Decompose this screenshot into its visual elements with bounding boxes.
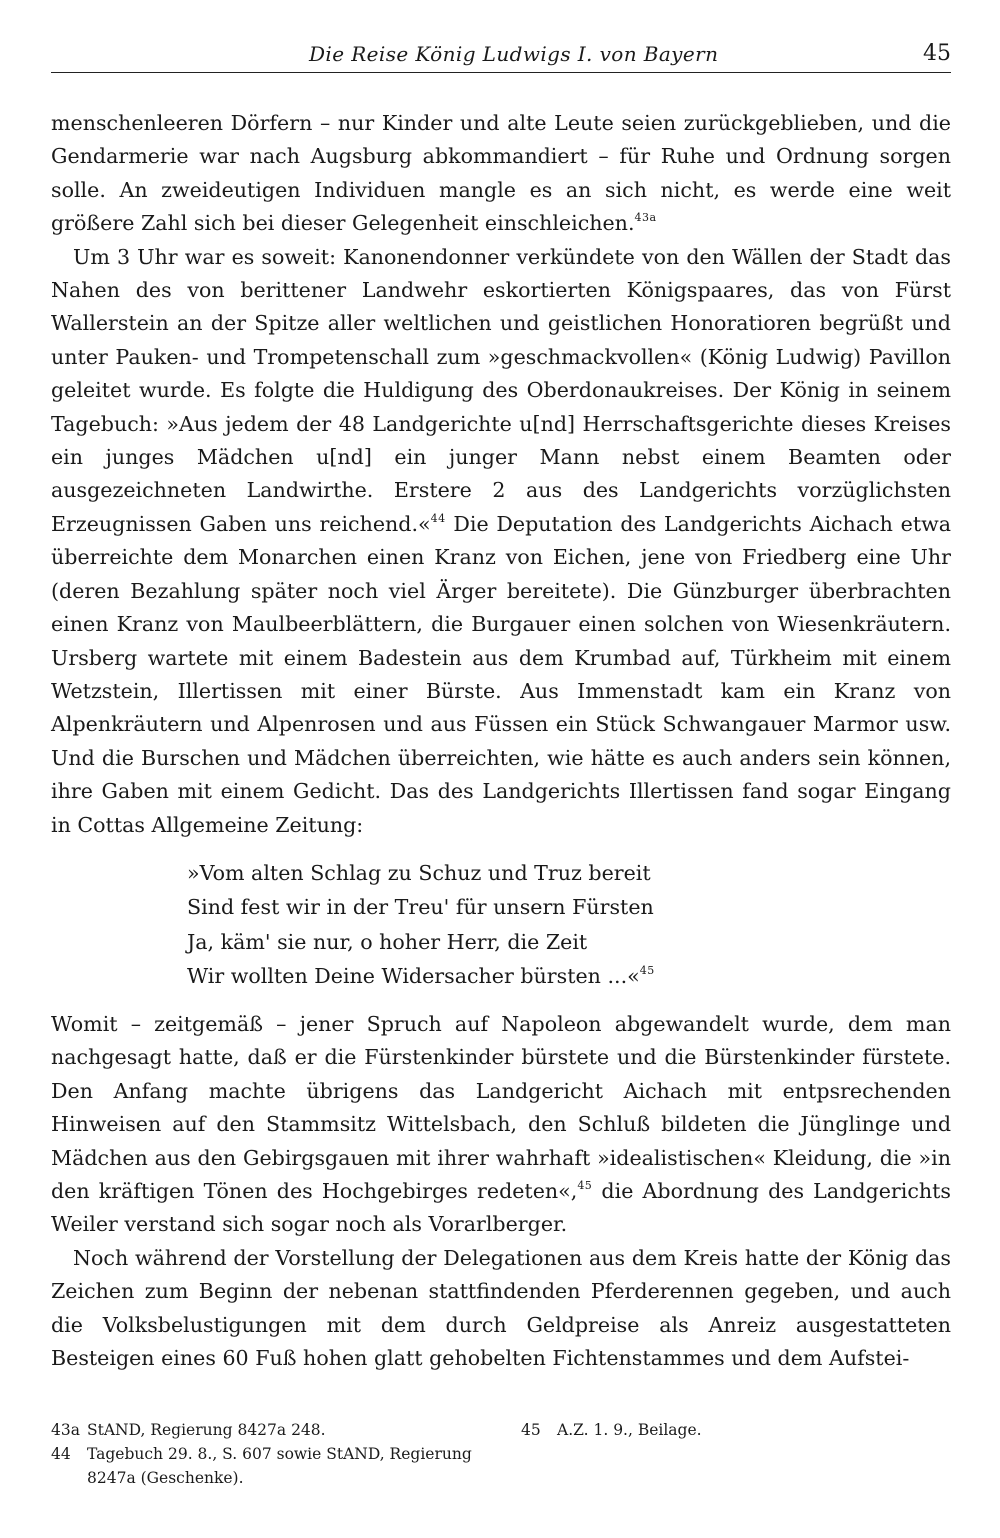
footnote-number: 43a	[51, 1421, 80, 1439]
paragraph-3-text-a: Womit – zeitgemäß – jener Spruch auf Napoleon abgewandelt wurde, dem man nachgesagt hatte, daß er die Fürstenkinder bürstete und die Bürstenkinder fürstete. Den Anfang machte übrigens das Landgericht Aichach mit entpsrechenden Hinweisen auf den Stammsitz Wittelsbach, den Schluß bildeten die Jünglinge und Mädchen aus den Gebirgsgauen mit ihrer wahrhaft »idealistischen« Kleidung, die »in den kräftigen Tönen des Hochgebirges redeten«,	[51, 1011, 951, 1203]
poem-quote	[187, 856, 951, 994]
paragraph-3-text-b: die Abordnung des Landgerichts Weiler verstand sich sogar noch als Vorarlberger.	[51, 1178, 951, 1237]
poem-line-1: »Vom alten Schlag zu Schuz und Truz bereit	[187, 860, 651, 885]
running-header	[51, 36, 951, 73]
paragraph-2-text-b: Die Deputation des Landgerichts Aichach etwa überreichte dem Monarchen einen Kranz von Eichen, jene von Friedberg eine Uhr (deren Bezahlung später noch viel Ärger bereitete). Die Günzburger überbrachten einen Kranz von Maulbeerblättern, die Burgauer einen solchen von Wiesenkräutern. Ursberg wartete mit einem Badestein aus dem Krumbad auf, Türkheim mit einem Wetzstein, Illertissen mit einer Bürste. Aus Immenstadt kam ein Kranz von Alpenkräutern und Alpenrosen und aus Füssen ein Stück Schwangauer Marmor usw. Und die Burschen und Mädchen überreichten, wie hätte es auch anders sein können, ihre Gaben mit einem Gedicht. Das des Landgerichts Illertissen fand sogar Eingang in Cottas Allgemeine Zeitung:	[51, 511, 951, 837]
footnote-number: 44	[51, 1445, 71, 1463]
poem-line-3: Ja, käm' sie nur, o hoher Herr, die Zeit	[187, 929, 588, 954]
footnote-number: 45	[521, 1421, 541, 1439]
footnote-ref-43a[interactable]: 43a	[634, 211, 657, 225]
footnote-text: Tagebuch 29. 8., S. 607 sowie StAND, Regierung 8247a (Geschenke).	[87, 1445, 472, 1487]
footnotes-right-column	[521, 1418, 951, 1490]
footnote-44	[51, 1442, 521, 1490]
paragraph-2-text-a: Um 3 Uhr war es soweit: Kanonendonner verkündete von den Wällen der Stadt das Nahen des von berittener Landwehr eskortierten Königspaares, das von Fürst Wallerstein an der Spitze aller weltlichen und geistlichen Honoratioren begrüßt und unter Pauken- und Trompetenschall zum »geschmackvollen« (König Ludwig) Pavillon geleitet wurde. Es folgte die Huldigung des Oberdonaukreises. Der König in seinem Tagebuch: »Aus jedem der 48 Landgerichte u[nd] Herrschaftsgerichte dieses Kreises ein junges Mädchen u[nd] ein junger Mann nebst einem Beamten oder ausgezeichneten Landwirthe. Erstere 2 aus des Landgerichts vorzüglichsten Erzeugnissen Gaben uns reichend.«	[51, 244, 951, 536]
paragraph-1-text: menschenleeren Dörfern – nur Kinder und alte Leute seien zurückgeblieben, und die Gendarmerie war nach Augsburg abkommandiert – für Ruhe und Ordnung sorgen solle. An zweideutigen Individuen mangle es an sich nicht, es werde eine weit größere Zahl sich bei dieser Gelegenheit einschleichen.	[51, 111, 951, 236]
body-text	[51, 107, 951, 1375]
footnote-text: A.Z. 1. 9., Beilage.	[557, 1421, 702, 1439]
footnote-43a	[51, 1418, 521, 1442]
running-title: Die Reise König Ludwigs I. von Bayern	[309, 42, 719, 66]
page-number: 45	[923, 41, 951, 66]
poem-line-2: Sind fest wir in der Treu' für unsern Fürsten	[187, 895, 654, 920]
paragraph-4-text: Noch während der Vorstellung der Delegationen aus dem Kreis hatte der König das Zeichen zum Beginn der nebenan stattfindenden Pferderennen gegeben, und auch die Volksbelustigungen mit dem durch Geldpreise als Anreiz ausgestatteten Besteigen eines 60 Fuß hohen glatt gehobelten Fichtenstammes und dem Aufstei-	[51, 1245, 951, 1370]
footnotes	[51, 1418, 951, 1490]
page	[51, 36, 951, 1375]
paragraph-4	[51, 1242, 951, 1376]
footnotes-left-column	[51, 1418, 521, 1490]
paragraph-3	[51, 1008, 951, 1242]
footnote-45	[521, 1418, 951, 1442]
footnote-text: StAND, Regierung 8427a 248.	[87, 1421, 326, 1439]
footnote-ref-45-poem[interactable]: 45	[639, 964, 655, 978]
paragraph-1	[51, 107, 951, 241]
poem-line-4	[187, 959, 951, 994]
footnote-ref-45[interactable]: 45	[577, 1178, 593, 1192]
footnote-ref-44[interactable]: 44	[430, 511, 446, 525]
paragraph-2	[51, 241, 951, 842]
poem-line-4-text: Wir wollten Deine Widersacher bürsten ...«	[187, 964, 640, 989]
